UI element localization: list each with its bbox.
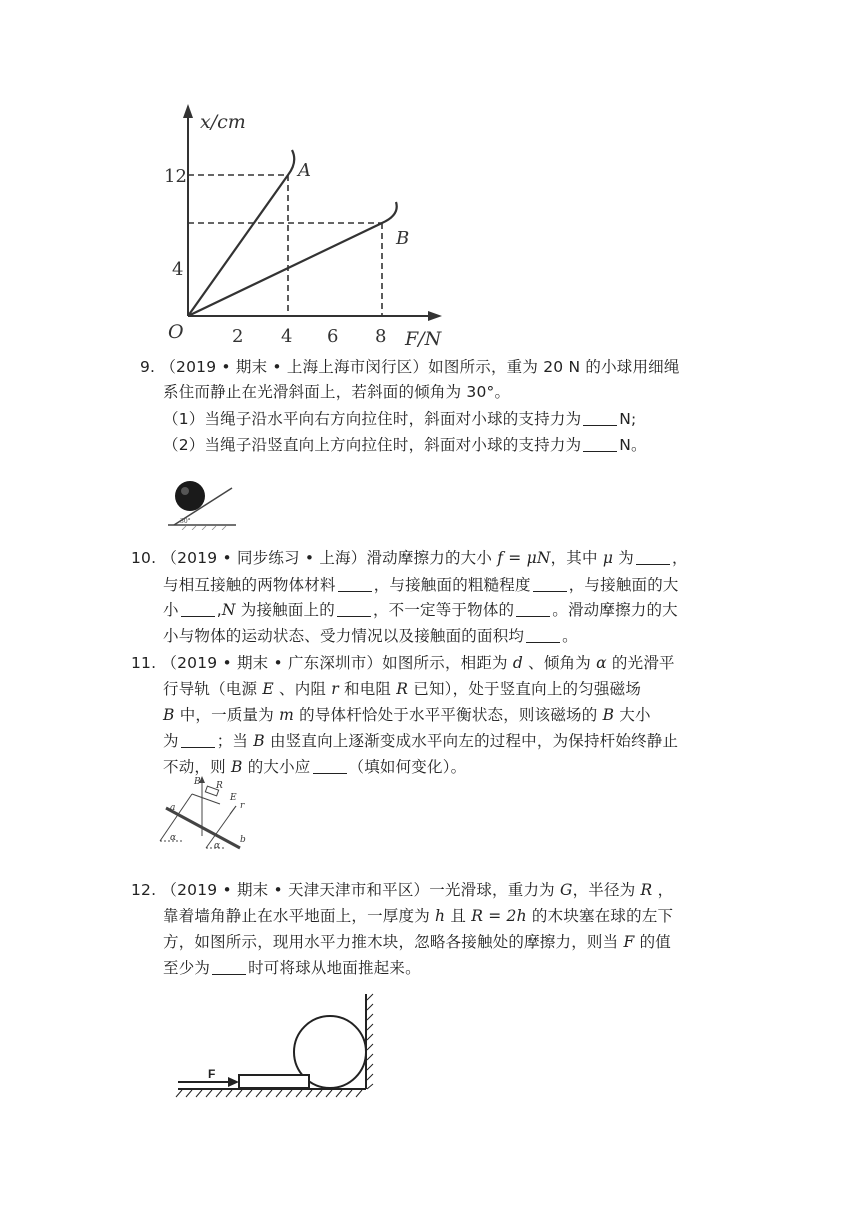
question-number: 12.: [131, 881, 157, 899]
incline-angle-label: 30°: [180, 518, 191, 525]
answer-blank[interactable]: [636, 550, 670, 565]
svg-text:a: a: [170, 803, 176, 813]
y-axis-arrow-icon: [183, 104, 193, 118]
answer-blank[interactable]: [181, 733, 215, 748]
svg-text:α: α: [170, 833, 177, 843]
ball: [175, 481, 205, 511]
sub-question-text: （2）当绳子沿竖直向上方向拉住时，斜面对小球的支持力为: [163, 436, 582, 454]
x-tick-6: 6: [327, 326, 339, 347]
x-tick-8: 8: [375, 326, 387, 347]
svg-text:r: r: [240, 801, 245, 811]
answer-blank[interactable]: [533, 577, 567, 592]
force-extension-graph: [150, 98, 450, 350]
question-number: 11.: [131, 654, 157, 672]
x-tick-4: 4: [281, 326, 293, 347]
inclined-rail-circuit-figure: [156, 776, 256, 850]
question-text: （2019 • 期末 • 上海上海市闵行区）如图所示，重为 20 N 的小球用细绳: [160, 358, 680, 376]
svg-text:α: α: [214, 841, 221, 850]
answer-blank[interactable]: [313, 759, 347, 774]
y-tick-4: 4: [172, 259, 184, 280]
answer-blank[interactable]: [337, 602, 371, 617]
svg-text:R: R: [216, 781, 223, 791]
answer-blank[interactable]: [526, 628, 560, 643]
y-axis-label: x/cm: [200, 111, 246, 133]
formula: R = 2h: [471, 907, 527, 925]
svg-text:b: b: [240, 835, 246, 845]
origin-label: O: [168, 321, 184, 343]
line-b: [188, 202, 397, 316]
line-a-label: A: [298, 160, 311, 181]
answer-blank[interactable]: [583, 411, 617, 426]
x-tick-2: 2: [232, 326, 244, 347]
wooden-block: [239, 1075, 309, 1088]
line-b-label: B: [396, 228, 410, 249]
answer-blank[interactable]: [212, 960, 246, 975]
x-axis-label: F/N: [405, 328, 442, 350]
question-number: 9.: [140, 358, 156, 376]
question-text: 系住而静止在光滑斜面上，若斜面的倾角为 30°。: [163, 383, 511, 401]
y-tick-12: 12: [164, 166, 187, 187]
question-number: 10.: [131, 549, 157, 567]
answer-blank[interactable]: [516, 602, 550, 617]
force-label: F: [208, 1067, 216, 1081]
answer-blank[interactable]: [338, 577, 372, 592]
svg-text:B: B: [194, 777, 201, 787]
formula: f = μN: [497, 549, 551, 567]
force-arrow-icon: [228, 1077, 239, 1087]
ball-on-incline-figure: [166, 470, 238, 530]
svg-text:E: E: [230, 793, 237, 803]
answer-blank[interactable]: [583, 437, 617, 452]
sub-question-text: （1）当绳子沿水平向右方向拉住时，斜面对小球的支持力为: [163, 410, 582, 428]
answer-blank[interactable]: [181, 602, 215, 617]
ball-wedge-wall-figure: [174, 990, 384, 1102]
x-axis-arrow-icon: [428, 311, 442, 321]
